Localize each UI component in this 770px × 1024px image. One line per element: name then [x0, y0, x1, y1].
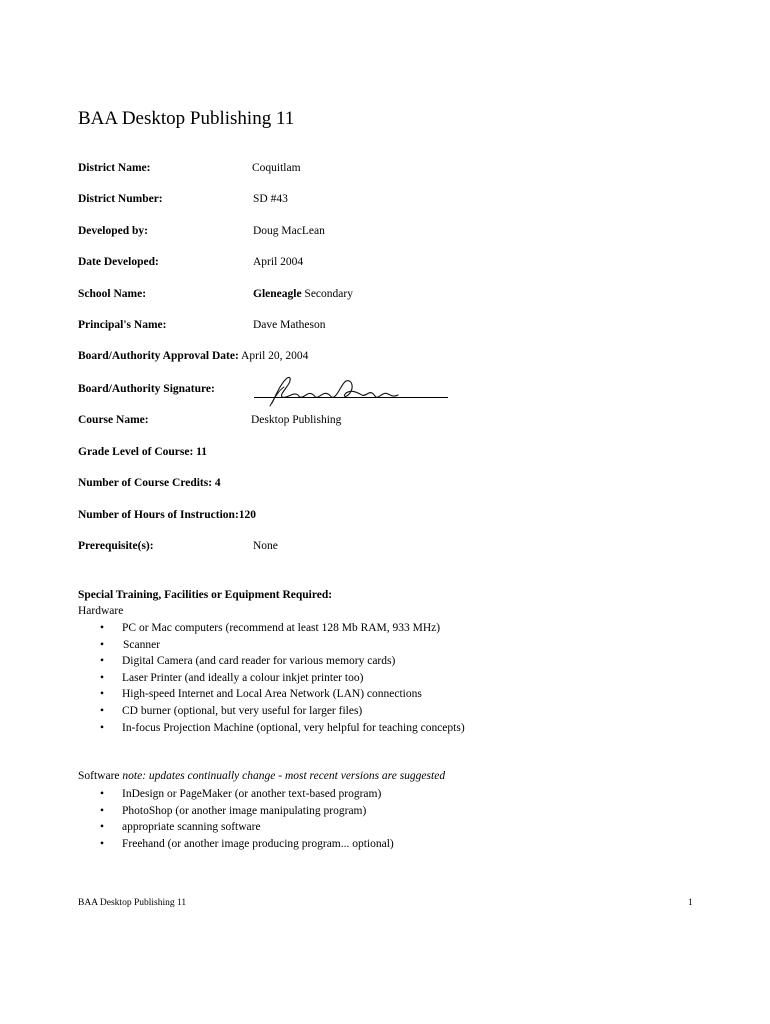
list-item: • High-speed Internet and Local Area Network (LAN) connections [78, 686, 465, 703]
list-item: • Digital Camera (and card reader for various memory cards) [78, 653, 465, 670]
field-hours [78, 509, 256, 521]
bullet-icon: • [100, 721, 105, 734]
software-list [78, 786, 394, 852]
district-name-label: District Name: [78, 162, 151, 174]
approval-date-label: Board/Authority Approval Date: [78, 350, 239, 362]
prerequisites-value: None [253, 540, 278, 552]
school-name-value [253, 288, 353, 300]
field-grade-level [78, 446, 207, 458]
list-item: • PhotoShop (or another image manipulating program) [78, 803, 394, 820]
special-requirements-heading: Special Training, Facilities or Equipment Required: [78, 589, 333, 601]
signature-label: Board/Authority Signature: [78, 383, 215, 395]
field-district-number [78, 193, 288, 205]
bullet-icon: • [100, 688, 105, 701]
school-name-value-bold: Gleneagle [253, 288, 302, 300]
bullet-icon: • [100, 704, 105, 717]
bullet-icon: • [100, 671, 105, 684]
field-district-name [78, 162, 301, 174]
bullet-icon: • [100, 622, 105, 634]
date-developed-value: April 2004 [253, 256, 304, 268]
field-course-name [78, 414, 342, 426]
page-number: 1 [688, 898, 693, 908]
district-number-label: District Number: [78, 193, 163, 205]
district-number-value: SD #43 [253, 193, 288, 205]
list-item: • CD burner (optional, but very useful for larger files) [78, 703, 465, 720]
list-item: • Laser Printer (and ideally a colour inkjet printer too) [78, 670, 465, 687]
field-date-developed [78, 256, 304, 268]
hours-label: Number of Hours of Instruction:120 [78, 509, 257, 521]
bullet-icon: • [100, 655, 105, 668]
developed-by-value: Doug MacLean [253, 225, 325, 237]
field-principal-name [78, 319, 326, 331]
district-name-value: Coquitlam [252, 162, 301, 174]
document-title: BAA Desktop Publishing 11 [78, 108, 295, 129]
principal-name-label: Principal's Name: [78, 319, 167, 331]
footer-title: BAA Desktop Publishing 11 [78, 898, 187, 908]
list-item: • PC or Mac computers (recommend at least 128 Mb RAM, 933 MHz) [78, 620, 465, 637]
list-item: • Freehand (or another image producing program... optional) [78, 836, 394, 853]
prerequisites-label: Prerequisite(s): [78, 540, 154, 552]
list-item: • Scanner [78, 637, 465, 654]
school-name-value-rest: Secondary [301, 288, 353, 300]
grade-level-label: Grade Level of Course: 11 [78, 446, 208, 458]
bullet-icon: • [100, 638, 105, 651]
list-item: • In-focus Projection Machine (optional, very helpful for teaching concepts) [78, 720, 465, 737]
bullet-icon: • [100, 821, 105, 834]
course-name-value: Desktop Publishing [251, 414, 342, 426]
date-developed-label: Date Developed: [78, 256, 159, 268]
field-school-name [78, 288, 353, 300]
school-name-label: School Name: [78, 288, 147, 300]
field-prerequisites [78, 540, 278, 552]
list-item: • InDesign or PageMaker (or another text-based program) [78, 786, 394, 803]
field-credits [78, 477, 221, 489]
list-item: • appropriate scanning software [78, 819, 394, 836]
signature-line [254, 397, 448, 398]
approval-date-value: April 20, 2004 [238, 350, 309, 362]
bullet-icon: • [100, 788, 105, 800]
developed-by-label: Developed by: [78, 225, 148, 237]
handwritten-signature [266, 373, 400, 409]
hardware-list [78, 620, 465, 736]
bullet-icon: • [100, 804, 105, 817]
course-name-label: Course Name: [78, 414, 149, 426]
software-heading [78, 770, 445, 782]
field-signature [78, 383, 215, 395]
software-note: note: updates continually change - most recent versions are suggested [122, 770, 446, 782]
field-developed-by [78, 225, 325, 237]
field-approval-date [78, 350, 308, 362]
credits-label: Number of Course Credits: 4 [78, 477, 221, 489]
principal-name-value: Dave Matheson [253, 319, 326, 331]
hardware-label: Hardware [78, 605, 124, 617]
bullet-icon: • [100, 837, 105, 850]
software-label: Software [78, 770, 120, 782]
